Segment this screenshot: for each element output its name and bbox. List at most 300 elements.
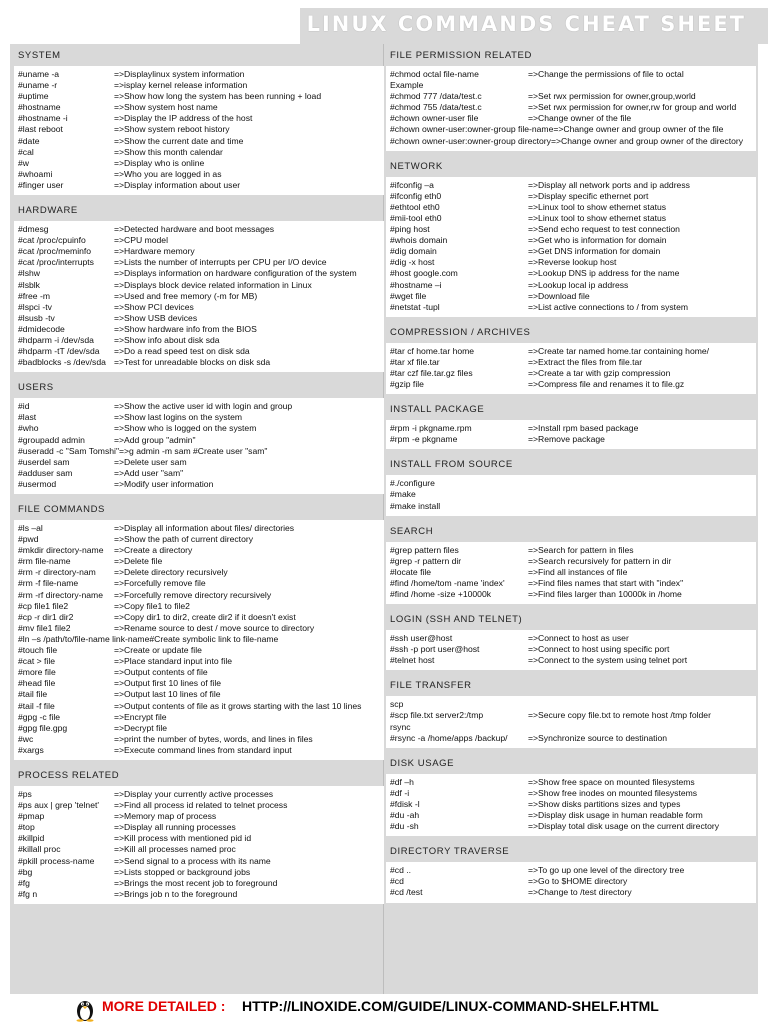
- section-title-file-transfer: FILE TRANSFER: [390, 680, 472, 692]
- command-text: #adduser sam: [18, 467, 73, 478]
- command-text: #ethtool eth0: [390, 201, 440, 212]
- command-row: [390, 865, 752, 876]
- command-description: #Create symbolic link to file-name: [149, 633, 279, 644]
- command-text: #rsync -a /home/apps /backup/: [390, 732, 508, 743]
- command-text: #lsusb -tv: [18, 312, 55, 323]
- command-row: [390, 357, 752, 368]
- command-row: [390, 788, 752, 799]
- command-description: =>Set rwx permission for owner,rw for group and world: [528, 102, 737, 113]
- command-description: [528, 489, 752, 500]
- command-description: =>Lookup DNS ip address for the name: [528, 268, 680, 279]
- right-column: [386, 44, 756, 907]
- command-description: =>Place standard input into file: [114, 656, 233, 667]
- command-row: [390, 368, 752, 379]
- command-text: #badblocks -s /dev/sda: [18, 357, 106, 368]
- command-row: [18, 822, 380, 833]
- section-title-hardware: HARDWARE: [18, 205, 78, 217]
- command-row: [390, 699, 752, 710]
- command-row: [18, 667, 380, 678]
- command-row: [18, 800, 380, 811]
- command-text: #fdisk -l: [390, 798, 420, 809]
- command-description: =>Show PCI devices: [114, 301, 194, 312]
- command-text: #fg: [18, 877, 30, 888]
- command-text: #rm -r directory-nam: [18, 567, 96, 578]
- command-description: =>Change owner of the file: [528, 113, 632, 124]
- command-row: [390, 124, 752, 135]
- command-text: #last: [18, 412, 37, 423]
- command-description: =>Show free space on mounted filesystems: [528, 776, 695, 787]
- command-row: [18, 878, 380, 889]
- command-row: [390, 246, 752, 257]
- section-body-install-package: [386, 420, 756, 449]
- command-description: =>Display who is online: [114, 157, 205, 168]
- command-description: [528, 80, 752, 91]
- command-description: [528, 699, 752, 710]
- command-description: =>Kill process with mentioned pid id: [114, 833, 252, 844]
- command-description: =>Output contents of file as it grows starting with the last 10 lines: [114, 700, 362, 711]
- section-title-system: SYSTEM: [18, 50, 61, 61]
- command-row: [18, 889, 380, 900]
- command-row: [18, 789, 380, 800]
- command-text: #ifconfig eth0: [390, 190, 442, 201]
- command-row: [18, 612, 380, 623]
- command-text: #ssh user@host: [390, 633, 453, 644]
- command-text: #locate file: [390, 566, 432, 577]
- command-description: =>Change to /test directory: [528, 887, 632, 898]
- command-description: =>isplay kernel release information: [114, 80, 248, 91]
- command-row: [18, 235, 380, 246]
- command-description: =>Add user "sam": [114, 467, 184, 478]
- command-row: [18, 634, 380, 645]
- command-row: [18, 523, 380, 534]
- section-body-search: [386, 542, 756, 604]
- command-row: [18, 302, 380, 313]
- command-text: #hostname –i: [390, 279, 442, 290]
- command-description: =>Create a tar with gzip compression: [528, 367, 671, 378]
- command-row: [18, 401, 380, 412]
- command-text: #wc: [18, 733, 34, 744]
- section-title-login-ssh-and-telnet: LOGIN (SSH AND TELNET): [390, 614, 523, 626]
- command-description: =>Kill all processes named proc: [114, 844, 236, 855]
- command-row: [18, 136, 380, 147]
- command-text: #uname -a: [18, 69, 60, 79]
- command-text: #useradd -c "Sam Tomshi": [18, 445, 119, 456]
- command-text: #cd /test: [390, 887, 423, 898]
- command-text: #gpg -c file: [18, 711, 61, 722]
- command-description: =>Delete file: [114, 556, 163, 567]
- command-text: #pkill process-name: [18, 855, 95, 866]
- command-text: #uptime: [18, 91, 49, 102]
- command-row: [390, 268, 752, 279]
- command-row: [18, 69, 380, 80]
- command-description: [528, 722, 752, 733]
- section-body-directory-traverse: [386, 862, 756, 902]
- command-row: [390, 887, 752, 898]
- command-description: =>Change owner and group owner of the directory: [550, 135, 744, 146]
- command-row: [390, 346, 752, 357]
- command-description: [528, 478, 752, 489]
- command-text: #find /home -size +10000k: [390, 589, 492, 599]
- command-text: #groupadd admin: [18, 434, 85, 445]
- command-description: =>Show how long the system has been running + load: [114, 91, 322, 102]
- command-row: [18, 268, 380, 279]
- command-row: [18, 468, 380, 479]
- command-description: =>Modify user information: [114, 478, 214, 489]
- command-description: =>Lists stopped or background jobs: [114, 866, 251, 877]
- command-description: =>Decrypt file: [114, 722, 168, 733]
- command-text: #cp file1 file2: [18, 600, 69, 611]
- command-text: #last reboot: [18, 124, 63, 135]
- command-text: #head file: [18, 678, 56, 689]
- command-row: [390, 578, 752, 589]
- command-description: =>Find files names that start with "index": [528, 577, 684, 588]
- command-text: #mkdir directory-name: [18, 545, 104, 556]
- command-text: #telnet host: [390, 655, 435, 666]
- command-text: #chown owner-user file: [390, 113, 479, 124]
- section-body-process-related: [14, 786, 384, 904]
- command-row: [18, 578, 380, 589]
- command-row: [390, 91, 752, 102]
- section-body-disk-usage: [386, 774, 756, 836]
- command-text: #chmod 777 /data/test.c: [390, 91, 482, 102]
- command-description: =>Synchronize source to destination: [528, 732, 668, 743]
- command-row: [18, 324, 380, 335]
- command-description: =>Find all process id related to telnet process: [114, 800, 288, 811]
- command-text: #find /home/tom -name 'index': [390, 577, 505, 588]
- command-text: #chmod 755 /data/test.c: [390, 102, 482, 113]
- command-text: rsync: [390, 721, 411, 732]
- command-row: [390, 799, 752, 810]
- command-description: =>Create or update file: [114, 645, 202, 656]
- command-text: #rm -f file-name: [18, 578, 79, 589]
- section-body-system: [14, 66, 384, 195]
- command-row: [18, 556, 380, 567]
- command-text: #touch file: [18, 645, 58, 656]
- command-text: #chown owner-user:owner-group directory: [390, 135, 551, 146]
- command-row: [18, 357, 380, 368]
- command-row: [18, 656, 380, 667]
- command-description: =>Display disk usage in human readable form: [528, 810, 703, 821]
- command-row: [18, 590, 380, 601]
- command-text: #wget file: [390, 290, 427, 301]
- command-description: =>Search for pattern in files: [528, 544, 634, 555]
- command-text: #rm -rf directory-name: [18, 589, 103, 600]
- command-text: #cal: [18, 146, 34, 157]
- command-description: =>Install rpm based package: [528, 423, 639, 434]
- command-row: [18, 833, 380, 844]
- command-row: [18, 844, 380, 855]
- section-body-file-transfer: [386, 696, 756, 747]
- section-title-file-permission-related: FILE PERMISSION RELATED: [390, 50, 532, 61]
- command-row: [18, 734, 380, 745]
- command-description: =>Set rwx permission for owner,group,world: [528, 91, 696, 102]
- section-body-hardware: [14, 221, 384, 372]
- footer: [0, 994, 768, 1024]
- command-description: =>Detected hardware and boot messages: [114, 224, 275, 235]
- section-title-compression-archives: COMPRESSION / ARCHIVES: [390, 326, 531, 338]
- command-text: #make install: [390, 500, 441, 511]
- command-text: #who: [18, 423, 39, 434]
- command-text: #netstat -tupl: [390, 301, 440, 312]
- command-description: =>Create a directory: [114, 545, 193, 556]
- command-row: [18, 567, 380, 578]
- command-row: [18, 335, 380, 346]
- command-row: [390, 102, 752, 113]
- command-description: =>Forcefully remove directory recursively: [114, 589, 272, 600]
- command-description: =>Search recursively for pattern in dir: [528, 555, 672, 566]
- command-description: =>Show system host name: [114, 102, 218, 113]
- section-title-install-from-source: INSTALL FROM SOURCE: [390, 459, 513, 471]
- section-body-login-ssh-and-telnet: [386, 630, 756, 670]
- command-text: #df –h: [390, 776, 414, 787]
- command-text: Example: [390, 80, 424, 91]
- command-row: [18, 412, 380, 423]
- command-text: #uname -r: [18, 80, 58, 91]
- command-description: =>Send echo request to test connection: [528, 224, 680, 235]
- command-text: #mii-tool eth0: [390, 212, 442, 223]
- command-description: =>To go up one level of the directory tree: [528, 865, 685, 876]
- command-row: [18, 158, 380, 169]
- command-text: #dmesg: [18, 224, 49, 235]
- command-row: [390, 213, 752, 224]
- command-text: #killpid: [18, 833, 45, 844]
- command-text: #tar cf home.tar home: [390, 345, 475, 356]
- section-title-process-related: PROCESS RELATED: [18, 769, 120, 781]
- command-description: =>Change the permissions of file to octal: [528, 69, 684, 79]
- command-text: #scp file.txt server2:/tmp: [390, 710, 484, 721]
- command-description: =>Get DNS information for domain: [528, 246, 661, 257]
- command-text: #df -i: [390, 787, 410, 798]
- command-row: [18, 534, 380, 545]
- command-row: [390, 655, 752, 666]
- command-description: =>Do a read speed test on disk sda: [114, 346, 250, 357]
- command-description: =>Forcefully remove file: [114, 578, 206, 589]
- command-text: #lsblk: [18, 279, 40, 290]
- command-row: [390, 136, 752, 147]
- command-row: [390, 821, 752, 832]
- command-row: [18, 91, 380, 102]
- command-description: =>g admin -m sam #Create user "sam": [119, 445, 268, 456]
- command-text: #more file: [18, 667, 56, 678]
- command-description: =>Output last 10 lines of file: [114, 689, 221, 700]
- command-text: #ln –s /path/to/file-name link-name: [18, 633, 150, 644]
- command-text: #free -m: [18, 290, 50, 301]
- command-row: [18, 346, 380, 357]
- command-text: #cat > file: [18, 656, 56, 667]
- command-row: [390, 113, 752, 124]
- command-row: [18, 645, 380, 656]
- command-row: [18, 80, 380, 91]
- command-text: #ping host: [390, 224, 430, 235]
- command-row: [390, 722, 752, 733]
- command-description: =>Connect to host as user: [528, 633, 629, 644]
- header-bar: [0, 0, 768, 44]
- footer-url-link[interactable]: HTTP://LINOXIDE.COM/GUIDE/LINUX-COMMAND-SHELF.HTML: [242, 998, 659, 1014]
- command-row: [18, 446, 380, 457]
- command-text: #ls –al: [18, 523, 43, 533]
- command-row: [390, 180, 752, 191]
- section-title-search: SEARCH: [390, 525, 434, 537]
- command-text: #ssh -p port user@host: [390, 644, 480, 655]
- command-row: [390, 379, 752, 390]
- command-text: #killall proc: [18, 844, 61, 855]
- command-description: =>Change owner and group owner of the file: [553, 124, 724, 135]
- command-row: [390, 202, 752, 213]
- section-body-users: [14, 398, 384, 494]
- command-row: [390, 423, 752, 434]
- command-description: =>Output first 10 lines of file: [114, 678, 222, 689]
- command-text: #xargs: [18, 744, 44, 755]
- command-text: #dig -x host: [390, 257, 435, 268]
- command-text: #gpg file.gpg: [18, 722, 68, 733]
- command-row: [18, 180, 380, 191]
- command-text: scp: [390, 699, 404, 710]
- command-description: =>Displays block device related information in Linux: [114, 279, 312, 290]
- command-description: =>Show info about disk sda: [114, 334, 220, 345]
- command-text: #host google.com: [390, 268, 458, 279]
- command-row: [18, 147, 380, 158]
- command-description: =>Output contents of file: [114, 667, 208, 678]
- command-row: [18, 169, 380, 180]
- command-row: [18, 745, 380, 756]
- command-description: =>Lookup local ip address: [528, 279, 629, 290]
- command-description: =>Show this month calendar: [114, 146, 223, 157]
- command-description: =>Secure copy file.txt to remote host /tmp folder: [528, 710, 711, 721]
- command-description: =>Display information about user: [114, 179, 241, 190]
- command-text: #ps aux | grep 'telnet': [18, 800, 99, 811]
- command-description: =>Show hardware info from the BIOS: [114, 323, 257, 334]
- command-row: [390, 589, 752, 600]
- command-text: #hostname: [18, 102, 61, 113]
- command-description: =>List active connections to / from system: [528, 301, 689, 312]
- command-description: =>Test for unreadable blocks on disk sda: [114, 357, 271, 368]
- command-description: =>print the number of bytes, words, and lines in files: [114, 733, 313, 744]
- command-text: #fg n: [18, 888, 38, 899]
- command-row: [390, 434, 752, 445]
- command-text: #usermod: [18, 478, 57, 489]
- command-description: =>Add group "admin": [114, 434, 196, 445]
- command-description: =>Remove package: [528, 434, 605, 445]
- command-row: [18, 457, 380, 468]
- command-text: #finger user: [18, 179, 64, 190]
- command-description: =>Show system reboot history: [114, 124, 230, 135]
- command-description: =>Brings the most recent job to foreground: [114, 877, 278, 888]
- command-row: [390, 302, 752, 313]
- command-description: =>Show USB devices: [114, 312, 198, 323]
- command-row: [18, 291, 380, 302]
- command-row: [390, 291, 752, 302]
- command-row: [390, 556, 752, 567]
- command-row: [18, 224, 380, 235]
- command-description: =>Show who is logged on the system: [114, 423, 257, 434]
- section-body-compression-archives: [386, 343, 756, 394]
- command-row: [18, 423, 380, 434]
- command-row: [390, 810, 752, 821]
- command-row: [18, 723, 380, 734]
- command-row: [390, 710, 752, 721]
- command-description: =>Lists the number of interrupts per CPU per I/O device: [114, 257, 327, 268]
- section-body-file-commands: [14, 520, 384, 760]
- command-row: [18, 124, 380, 135]
- command-row: [390, 80, 752, 91]
- command-text: #cat /proc/interrupts: [18, 257, 94, 268]
- command-description: =>Create tar named home.tar containing home/: [528, 345, 710, 356]
- command-text: #tail -f file: [18, 700, 55, 711]
- command-row: [390, 644, 752, 655]
- command-row: [18, 479, 380, 490]
- command-description: =>Copy file1 to file2: [114, 600, 190, 611]
- command-text: #whois domain: [390, 235, 448, 246]
- command-text: #./configure: [390, 478, 435, 489]
- command-text: #rpm -e pkgname: [390, 434, 458, 445]
- command-text: #id: [18, 401, 30, 412]
- command-row: [18, 435, 380, 446]
- command-description: =>Display the IP address of the host: [114, 113, 253, 124]
- section-title-file-commands: FILE COMMANDS: [18, 504, 105, 515]
- section-title-directory-traverse: DIRECTORY TRAVERSE: [390, 846, 510, 858]
- command-text: #cd ..: [390, 865, 412, 876]
- command-description: =>Show the current date and time: [114, 135, 244, 146]
- command-row: [18, 712, 380, 723]
- command-row: [18, 867, 380, 878]
- command-description: =>Displays information on hardware configuration of the system: [114, 268, 357, 279]
- command-description: =>Get who is information for domain: [528, 235, 667, 246]
- section-body-network: [386, 177, 756, 317]
- command-text: #hostname -i: [18, 113, 68, 124]
- command-description: =>Copy dir1 to dir2, create dir2 if it doesn't exist: [114, 611, 296, 622]
- command-text: #tar xf file.tar: [390, 356, 440, 367]
- command-text: #rpm -i pkgname.rpm: [390, 423, 472, 434]
- command-text: #rm file-name: [18, 556, 71, 567]
- command-text: #tail file: [18, 689, 48, 700]
- command-description: =>Who you are logged in as: [114, 168, 222, 179]
- command-description: =>Display all network ports and ip address: [528, 179, 690, 190]
- command-row: [390, 733, 752, 744]
- command-row: [390, 69, 752, 80]
- command-description: =>Show disks partitions sizes and types: [528, 798, 681, 809]
- command-row: [390, 545, 752, 556]
- command-row: [390, 567, 752, 578]
- section-body-file-permission-related: [386, 66, 756, 151]
- command-description: =>Show the active user id with login and group: [114, 401, 293, 412]
- command-description: =>Reverse lookup host: [528, 257, 617, 268]
- command-text: #ps: [18, 788, 32, 799]
- command-row: [18, 701, 380, 712]
- command-row: [18, 811, 380, 822]
- command-text: #hdparm -tT /dev/sda: [18, 346, 100, 357]
- section-title-install-package: INSTALL PACKAGE: [390, 404, 485, 416]
- command-text: #du -sh: [390, 821, 419, 832]
- command-description: =>Show last logins on the system: [114, 412, 243, 423]
- command-text: #chown owner-user:owner-group file-name: [390, 124, 554, 135]
- command-row: [18, 623, 380, 634]
- command-text: #grep pattern files: [390, 544, 459, 555]
- command-text: #chmod octal file-name: [390, 69, 479, 79]
- command-text: #cat /proc/meminfo: [18, 246, 92, 257]
- command-row: [390, 876, 752, 887]
- command-text: #dmidecode: [18, 323, 65, 334]
- command-description: =>Display all information about files/ directories: [114, 523, 295, 533]
- command-text: #cat /proc/cpuinfo: [18, 235, 86, 246]
- command-row: [390, 777, 752, 788]
- command-description: =>Displaylinux system information: [114, 69, 245, 79]
- command-text: #cp -r dir1 dir2: [18, 611, 74, 622]
- command-description: =>Linux tool to show ethernet status: [528, 212, 667, 223]
- command-text: #mv file1 file2: [18, 622, 71, 633]
- command-description: =>Show free inodes on mounted filesystems: [528, 787, 698, 798]
- command-description: =>Used and free memory (-m for MB): [114, 290, 258, 301]
- command-text: #lspci -tv: [18, 301, 52, 312]
